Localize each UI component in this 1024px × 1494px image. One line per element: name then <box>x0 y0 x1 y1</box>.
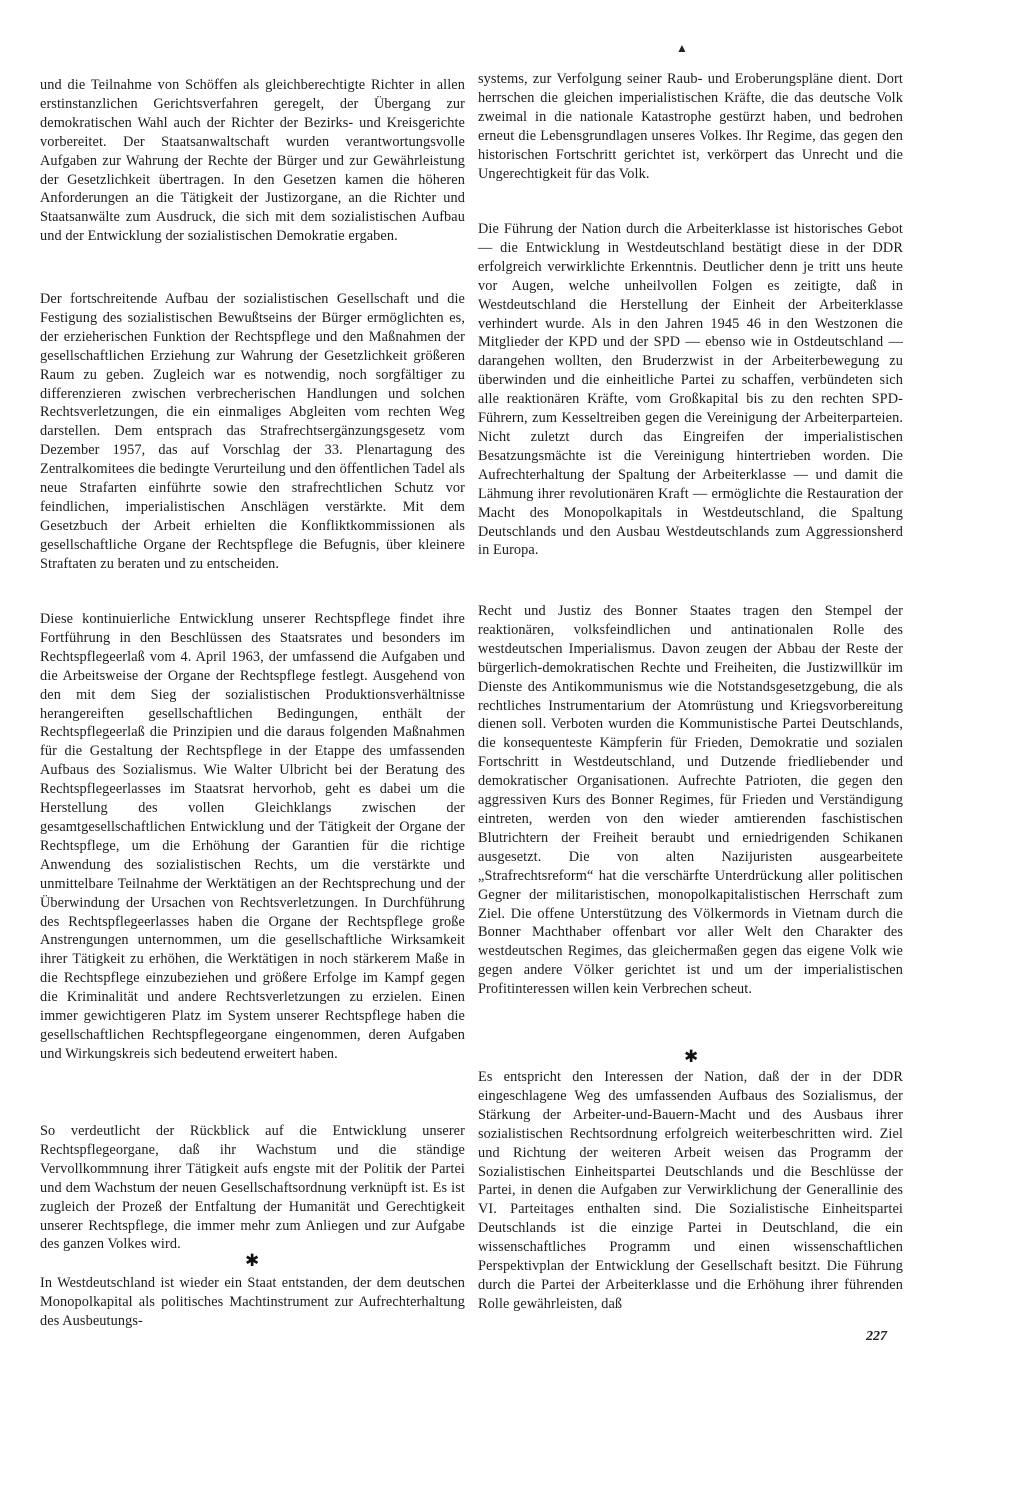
paragraph: und die Teilnahme von Schöffen als gleichberechtigte Richter in allen erstinstanzlichen Gerichtsverfahren geregelt, der Übergang zur demokratischen Wahl auch der Richter der Bezirks- und Kreisgerichte vorbereitet. Der Staatsanwaltschaft wurden verantwortungsvolle Aufgaben zur Wahrung der Rechte der Bürger und zur Gewährleistung der Gesetzlichkeit übertragen. In den Gesetzen kamen die höheren Anforderungen an die Tätigkeit der Justizorgane, an die Richter und Staatsanwälte zum Ausdruck, die sich mit dem sozialistischen Aufbau und der Entwicklung der sozialistischen Demokratie ergaben. <box>40 77 465 245</box>
top-mark: ▲ <box>676 41 688 55</box>
paragraph: So verdeutlicht der Rückblick auf die Entwicklung unserer Rechtspflegeorgane, daß ihr Wachstum und die ständige Vervollkommnung ihrer Tätigkeit aufs engste mit der Politik der Partei und dem Wachstum der neuen Gesellschaftsordnung verknüpft ist. Es ist zugleich der Prozeß der Entfaltung der Humanität und Gerechtigkeit unserer Rechtspflege, die immer mehr zum Anliegen und zur Aufgabe des ganzen Volkes wird. <box>40 1123 465 1253</box>
paragraph: Der fortschreitende Aufbau der sozialistischen Gesellschaft und die Festigung des sozialistischen Bewußtseins der Bürger ermöglichten es, der erzieherischen Funktion der Rechtspflege und den Maßnahmen der gesellschaftlichen Erziehung zur Wahrung der Gesetzlichkeit größeren Raum zu geben. Zugleich war es notwendig, noch sorgfältiger zu differenzieren zwischen verbrecherischen Handlungen und solchen Rechtsverletzungen, die ein einmaliges Abgleiten vom rechten Weg darstellen. Dem entsprach das Strafrechtsergänzungsgesetz vom Dezember 1957, das auf Vorschlag der 33. Plenartagung des Zentralkomitees die bedingte Verurteilung und den öffentlichen Tadel als neue Strafarten einführte sowie den strafrechtlichen Schutz vor feindlichen, imperialistischen Anschlägen verstärkte. Mit dem Gesetzbuch der Arbeit erhielten die Konfliktkommissionen als gesellschaftliche Organe der Rechtspflege die Befugnis, über kleinere Straftaten zu beraten und zu entscheiden. <box>40 291 465 572</box>
page-number: 227 <box>866 1329 887 1344</box>
paragraph: Recht und Justiz des Bonner Staates tragen den Stempel der reaktionären, volksfeindlichen und antinationalen Rolle des westdeutschen Imperialismus. Davon zeugen der Abbau der Reste der bürgerlich-demokratischen Rechte und Freiheiten, die Justizwillkür im Dienste des Antikommunismus wie die Notstandsgesetzgebung, die als rechtliches Instrumentarium der Atomrüstung und Kriegsvorbereitung dienen soll. Verboten wurden die Kommunistische Partei Deutschlands, die konsequenteste Kämpferin für Frieden, Demokratie und sozialen Fortschritt in Westdeutschland, und Dutzende friedliebender und demokratischer Organisationen. Aufrechte Patrioten, die gegen den aggressiven Kurs des Bonner Regimes, für Frieden und Verständigung eintreten, werden von den wieder amtierenden faschistischen Blutrichtern der Freiheit beraubt und erniedrigenden Schikanen ausgesetzt. Die von alten Nazijuristen ausgearbeitete „Strafrechtsreform“ hat die verschärfte Unterdrückung aller politischen Gegner der militaristischen, monopolkapitalistischen Herrschaft zum Ziel. Die offene Unterstützung des Völkermords in Vietnam durch die Bonner Machthaber offenbart vor aller Welt den Charakter des westdeutschen Regimes, das gleichermaßen gegen das eigene Volk wie gegen andere Völker gerichtet ist und um der imperialistischen Profitinteressen willen kein Verbrechen scheut. <box>478 603 903 998</box>
paragraph: In Westdeutschland ist wieder ein Staat entstanden, der dem deutschen Monopolkapital als politisches Machtinstrument zur Aufrechterhaltung des Ausbeutungs- <box>40 1275 465 1329</box>
paragraph: Die Führung der Nation durch die Arbeiterklasse ist historisches Gebot — die Entwicklung in Westdeutschland bestätigt diese in der DDR erfolgreich verwirklichte Erkenntnis. Deutlicher denn je tritt uns heute vor Augen, welche unheilvollen Folgen es zeitigte, daß in Westdeutschland die Herstellung der Einheit der Arbeiterklasse verhindert wurde. Als in den Jahren 1945 46 in den Westzonen die Mitglieder der KPD und der SPD — ebenso wie in Ostdeutschland — darangehen wollten, den Bruderzwist in der Arbeiterbewegung zu überwinden und die einheitliche Partei zu schaffen, verbündeten sich alle reaktionären Kräfte, vom Großkapital bis zu den rechten SPD-Führern, zum Kesseltreiben gegen die Vereinigung der Arbeiterparteien. Nicht zuletzt durch das Eingreifen der imperialistischen Besatzungsmächte ist die Vereinigung hintertrieben worden. Die Aufrechterhaltung der Spaltung der Arbeiterklasse — und damit die Lähmung ihrer revolutionären Kraft — ermöglichte die Restauration der Macht des Monopolkapitals in Westdeutschland, die Spaltung Deutschlands und den Ausbau Westdeutschlands zum Aggressionsherd in Europa. <box>478 221 903 559</box>
section-divider: ✱ <box>684 1047 699 1066</box>
paragraph: Es entspricht den Interessen der Nation, daß der in der DDR eingeschlagene Weg des umfassenden Aufbaus des Sozialismus, der Stärkung der Arbeiter-und-Bauern-Macht und des Ausbaus ihrer sozialistischen Rechtsordnung erfolgreich weiterbeschritten wird. Ziel und Richtung der weiteren Arbeit weisen das Programm der Sozialistischen Einheitspartei Deutschlands und die Beschlüsse der Partei, in denen die Aufgaben zur Verwirklichung der Generallinie des VI. Parteitages enthalten sind. Die Sozialistische Einheitspartei Deutschlands ist die einzige Partei in Deutschland, die ein wissenschaftliches Programm und einen wissenschaftlichen Perspektivplan der Entwicklung der Gesellschaft besitzt. Die Führung durch die Partei der Arbeiterklasse und die Erhöhung ihrer führenden Rolle gewährleisten, daß <box>478 1069 903 1312</box>
section-divider: ✱ <box>245 1251 260 1270</box>
paragraph: Diese kontinuierliche Entwicklung unserer Rechtspflege findet ihre Fortführung in den Beschlüssen des Staatsrates und besonders im Rechtspflegeerlaß vom 4. April 1963, der umfassend die Aufgaben und die Arbeitsweise der Organe der Rechtspflege festlegt. Ausgehend von den mit dem Sieg der sozialistischen Produktionsverhältnisse herangereiften gesellschaftlichen Bedingungen, enthält der Rechtspflegeerlaß die Prinzipien und die daraus folgenden Maßnahmen für die Gestaltung der Rechtspflege in der Etappe des umfassenden Aufbaus des Sozialismus. Wie Walter Ulbricht bei der Beratung des Rechtspflegeerlasses im Staatsrat hervorhob, geht es dabei um die Herstellung des vollen Gleichklangs zwischen der gesamtgesellschaftlichen Entwicklung und der Tätigkeit der Organe der Rechtspflege, um die Erhöhung der Garantien für die richtige Anwendung des sozialistischen Rechts, um die verstärkte und unmittelbare Teilnahme der Werktätigen an der Rechtsprechung und der Überwindung der Ursachen von Rechtsverletzungen. In Durchführung des Rechtspflegeerlasses haben die Organe der Rechtspflege große Anstrengungen unternommen, um die gesellschaftliche Wirksamkeit ihrer Tätigkeit zu erhöhen, die Werktätigen in noch stärkerem Maße in die Rechtspflege einzubeziehen und größere Erfolge im Kampf gegen die Kriminalität und andere Rechtsverletzungen zu erzielen. Einen immer gewichtigeren Platz im System unserer Rechtspflege haben die gesellschaftlichen Rechtspflegeorgane eingenommen, deren Aufgaben und Wirkungskreis sich bedeutend erweitert haben. <box>40 611 465 1062</box>
paragraph: systems, zur Verfolgung seiner Raub- und Eroberungspläne dient. Dort herrschen die gleichen imperialistischen Kräfte, die das deutsche Volk zweimal in die nationale Katastrophe gestürzt haben, und bedrohen erneut die Lebensgrundlagen unseres Volkes. Ihr Regime, das gegen den historischen Fortschritt gerichtet ist, verkörpert das Unrecht und die Ungerechtigkeit für das Volk. <box>478 71 903 182</box>
